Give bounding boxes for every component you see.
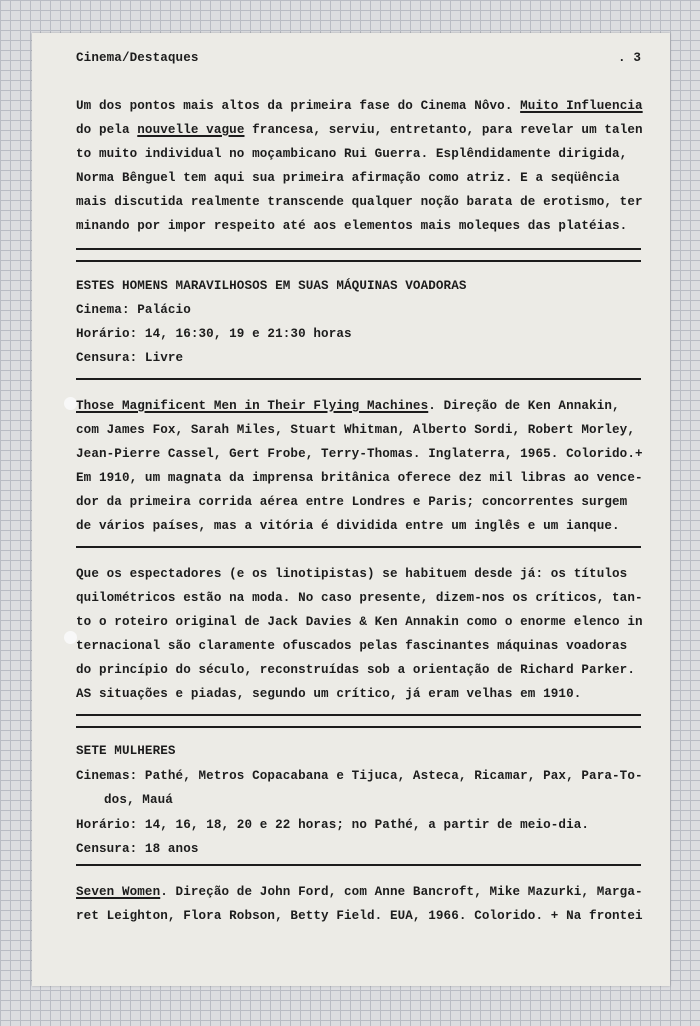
film-cinemas: Cinemas: Pathé, Metros Copacabana e Tijuca, Asteca, Ricamar, Pax, Para-To-	[76, 769, 643, 783]
film-censura: Censura: Livre	[76, 351, 184, 365]
film-description-line: dor da primeira corrida aérea entre Londres e Paris; concorrentes surgem	[76, 495, 628, 509]
review-line: mais discutida realmente transcende qualquer noção barata de erotismo, ter	[76, 195, 643, 209]
divider	[76, 726, 641, 728]
divider	[76, 864, 641, 866]
divider	[76, 378, 641, 380]
divider	[76, 260, 641, 262]
film-description-line: Jean-Pierre Cassel, Gert Frobe, Terry-Thomas. Inglaterra, 1965. Colorido.+	[76, 447, 643, 461]
film-commentary-line: quilométricos estão na moda. No caso presente, dizem-nos os críticos, tan-	[76, 591, 643, 605]
film-commentary-line: to o roteiro original de Jack Davies & Ken Annakin como o enorme elenco in	[76, 615, 643, 629]
divider	[76, 546, 641, 548]
review-line: do pela nouvelle vague francesa, serviu, entretanto, para revelar um talen	[76, 123, 643, 137]
film-horario: Horário: 14, 16:30, 19 e 21:30 horas	[76, 327, 352, 341]
film-description-line: com James Fox, Sarah Miles, Stuart Whitman, Alberto Sordi, Robert Morley,	[76, 423, 635, 437]
review-line: Um dos pontos mais altos da primeira fase do Cinema Nôvo. Muito Influencia	[76, 99, 643, 113]
film-title: SETE MULHERES	[76, 744, 176, 758]
page-number: . 3	[618, 51, 641, 65]
divider	[76, 248, 641, 250]
film-title: ESTES HOMENS MARAVILHOSOS EM SUAS MÁQUINAS VOADORAS	[76, 279, 467, 293]
review-line: to muito individual no moçambicano Rui Guerra. Esplêndidamente dirigida,	[76, 147, 628, 161]
divider	[76, 714, 641, 716]
review-line: Norma Bênguel tem aqui sua primeira afirmação como atriz. E a seqüência	[76, 171, 620, 185]
film-description-line: Seven Women. Direção de John Ford, com Anne Bancroft, Mike Mazurki, Marga-	[76, 885, 643, 899]
film-description-line: de vários países, mas a vitória é dividida entre um inglês e um ianque.	[76, 519, 620, 533]
film-cinema: Cinema: Palácio	[76, 303, 191, 317]
review-line: minando por impor respeito até aos elementos mais moleques das platéias.	[76, 219, 628, 233]
film-description-line: Those Magnificent Men in Their Flying Machines. Direção de Ken Annakin,	[76, 399, 620, 413]
film-description-line: ret Leighton, Flora Robson, Betty Field. EUA, 1966. Colorido. + Na frontei	[76, 909, 643, 923]
film-censura: Censura: 18 anos	[76, 842, 199, 856]
film-horario: Horário: 14, 16, 18, 20 e 22 horas; no Pathé, a partir de meio-dia.	[76, 818, 590, 832]
film-commentary-line: ternacional são claramente ofuscados pelas fascinantes máquinas voadoras	[76, 639, 628, 653]
film-description-line: Em 1910, um magnata da imprensa britânica oferece dez mil libras ao vence-	[76, 471, 643, 485]
film-cinemas: dos, Mauá	[104, 793, 173, 807]
film-commentary-line: Que os espectadores (e os linotipistas) se habituem desde já: os títulos	[76, 567, 628, 581]
film-commentary-line: do princípio do século, reconstruídas sob a orientação de Richard Parker.	[76, 663, 635, 677]
section-header: Cinema/Destaques	[76, 51, 199, 65]
film-commentary-line: AS situações e piadas, segundo um crítico, já eram velhas em 1910.	[76, 687, 582, 701]
